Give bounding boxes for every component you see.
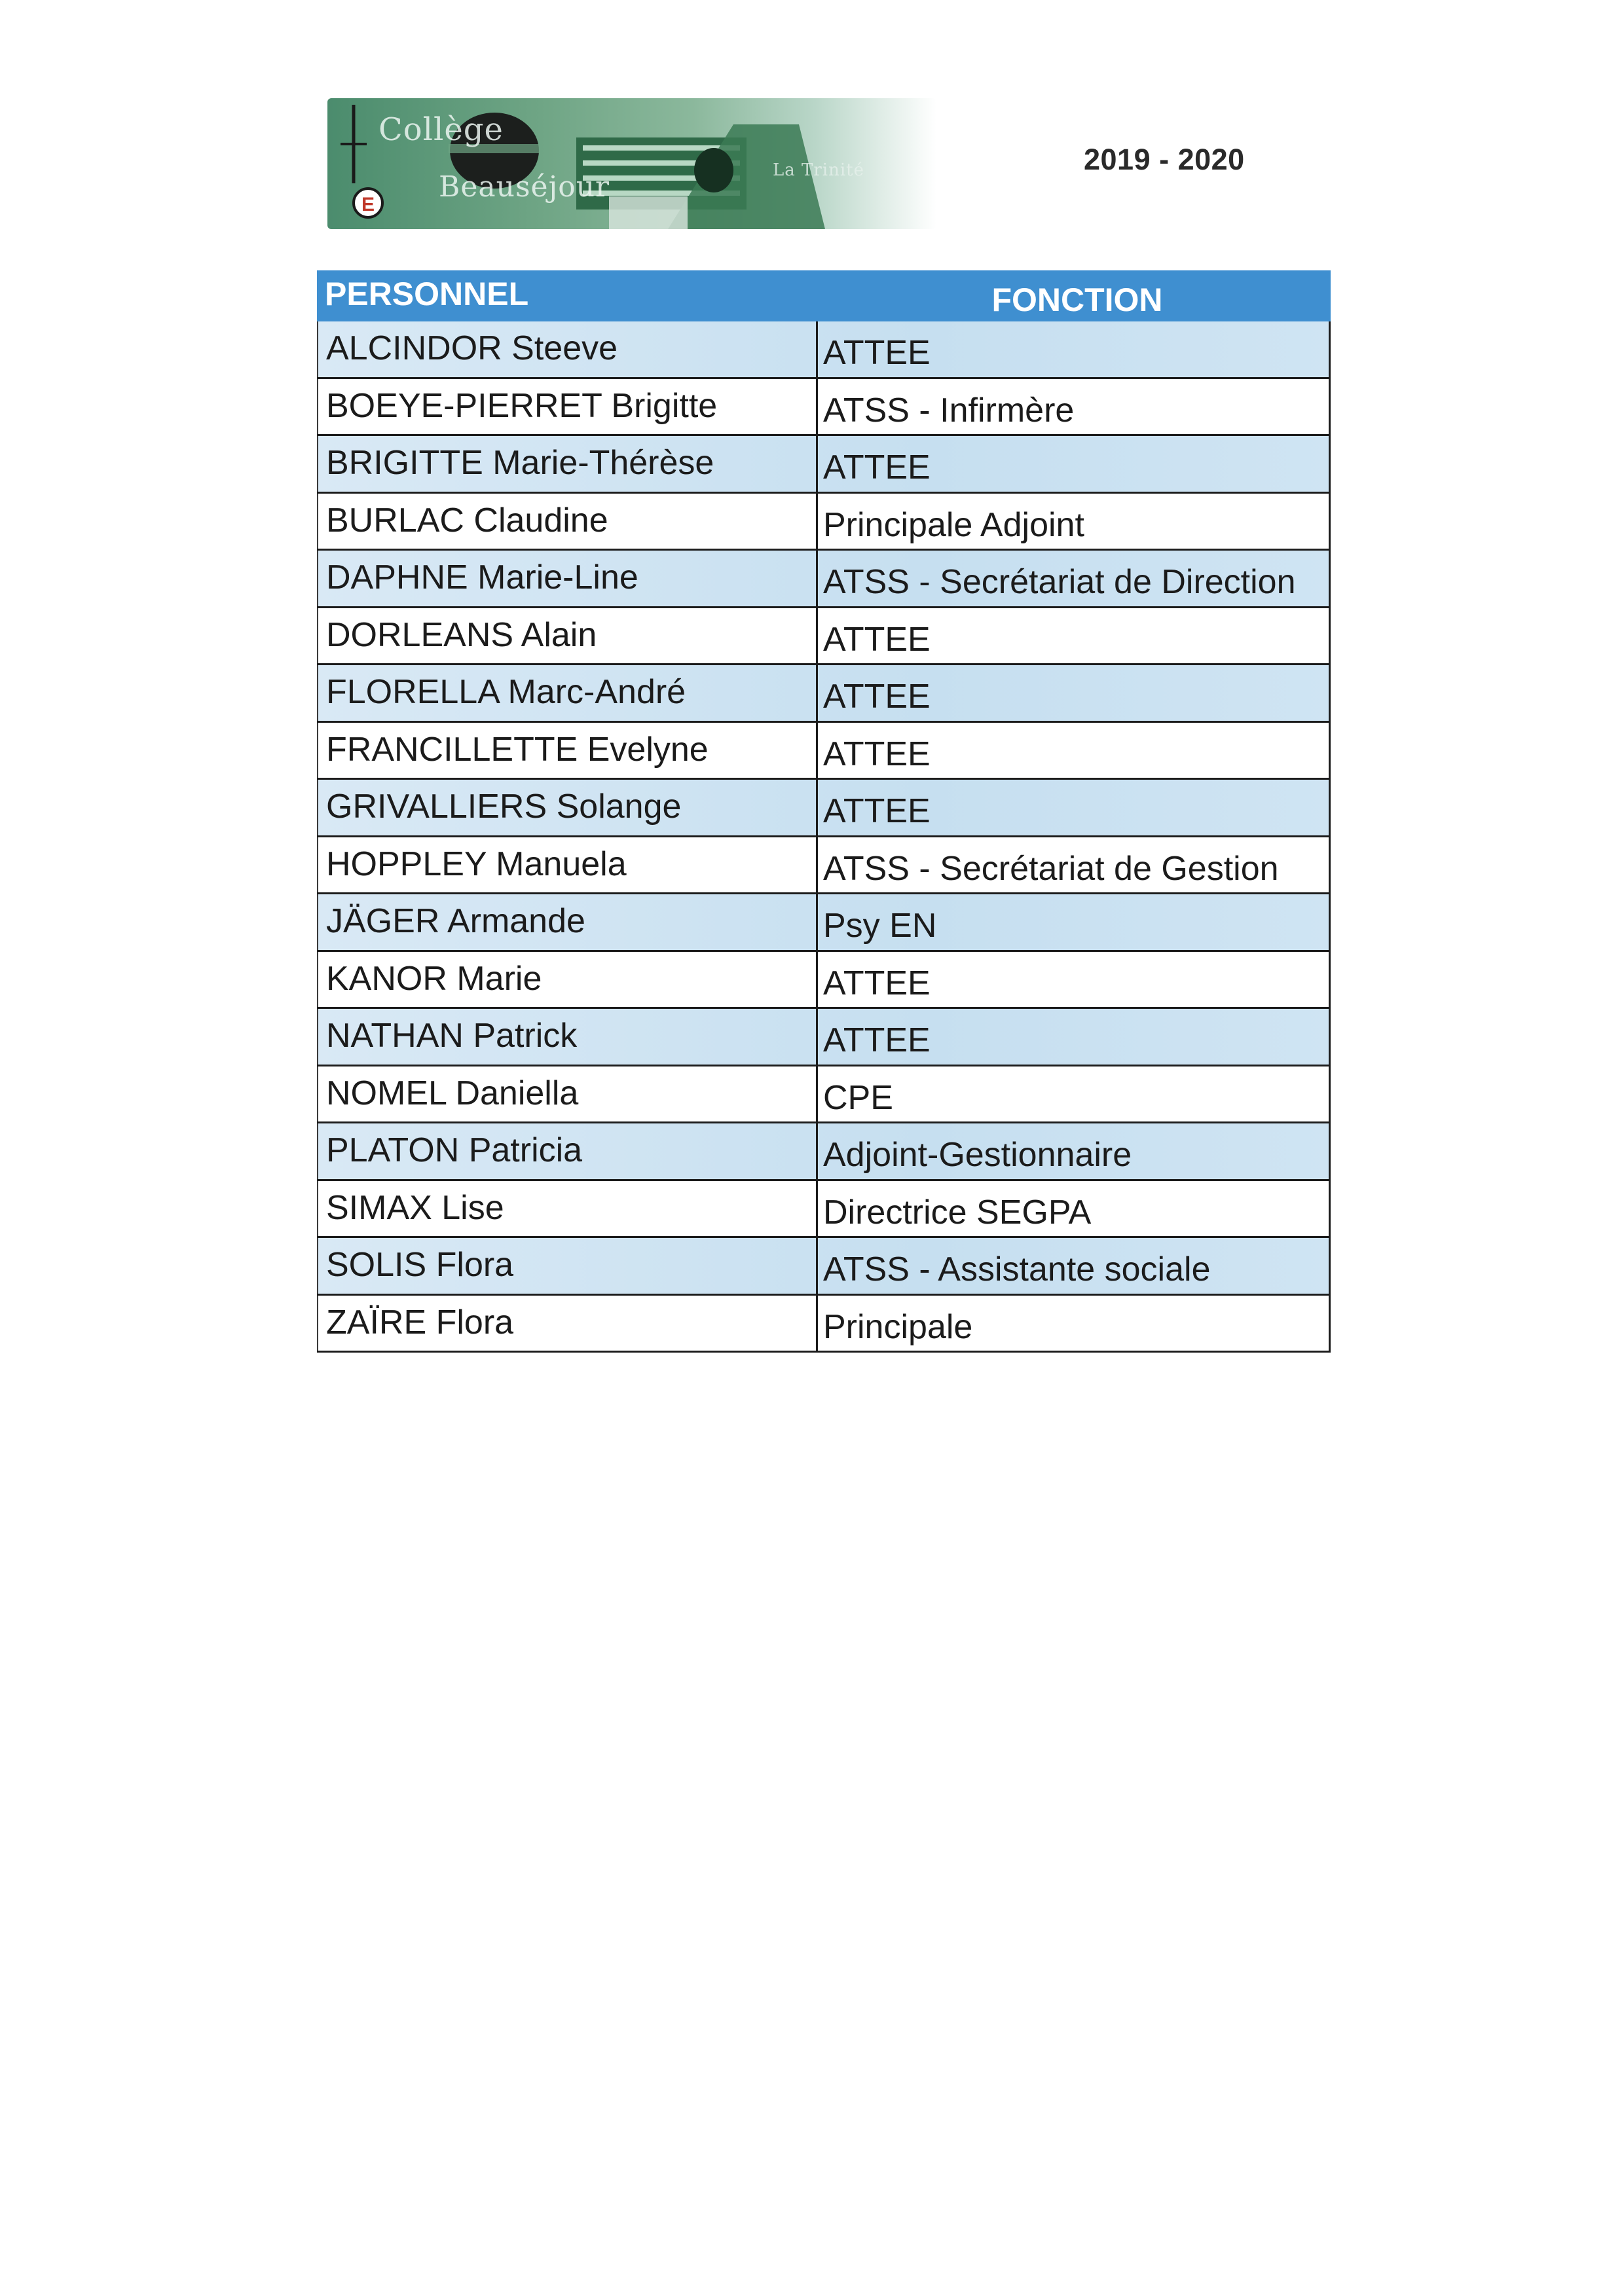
banner-school-name: Beauséjour [439,170,610,204]
staff-name: BURLAC Claudine [317,494,816,549]
table-row [317,1238,1331,1296]
staff-function: Principale [816,1296,1331,1351]
table-row [317,1009,1331,1066]
staff-name: GRIVALLIERS Solange [317,780,816,835]
staff-name: DORLEANS Alain [317,608,816,664]
table-row [317,837,1331,895]
table-row [317,436,1331,494]
table-row [317,1123,1331,1181]
table-header [317,270,1331,321]
college-banner-logo [327,98,936,229]
staff-name: ZAÏRE Flora [317,1296,816,1351]
column-header-personnel: PERSONNEL [325,276,529,312]
staff-name: ALCINDOR Steeve [317,321,816,377]
banner-college-text: Collège [378,111,504,148]
staff-table [317,270,1331,1353]
staff-function: ATTEE [816,1009,1331,1065]
column-header-fonction: FONCTION [991,282,1163,318]
banner-town-text: La Trinité [773,160,865,180]
table-row [317,780,1331,837]
staff-name: KANOR Marie [317,952,816,1008]
staff-name: NOMEL Daniella [317,1066,816,1122]
table-row [317,1181,1331,1239]
staff-function: Directrice SEGPA [816,1181,1331,1237]
staff-function: ATTEE [816,665,1331,721]
staff-function: ATSS - Assistante sociale [816,1238,1331,1294]
table-row [317,551,1331,608]
staff-name: FRANCILLETTE Evelyne [317,723,816,778]
staff-name: PLATON Patricia [317,1123,816,1179]
staff-function: ATTEE [816,608,1331,664]
staff-name: HOPPLEY Manuela [317,837,816,893]
staff-name: SIMAX Lise [317,1181,816,1237]
svg-text:E: E [361,194,375,215]
table-row [317,321,1331,379]
table-row [317,379,1331,437]
staff-function: ATSS - Infirmère [816,379,1331,435]
staff-name: BOEYE-PIERRET Brigitte [317,379,816,435]
table-row [317,723,1331,780]
staff-function: ATTEE [816,723,1331,778]
staff-function: ATSS - Secrétariat de Direction [816,551,1331,606]
staff-name: JÄGER Armande [317,894,816,950]
staff-name: NATHAN Patrick [317,1009,816,1065]
table-row [317,665,1331,723]
staff-function: ATTEE [816,436,1331,492]
staff-function: ATTEE [816,780,1331,835]
staff-function: Principale Adjoint [816,494,1331,549]
table-row [317,1296,1331,1353]
school-year: 2019 - 2020 [1084,143,1245,176]
staff-name: DAPHNE Marie-Line [317,551,816,606]
table-row [317,894,1331,952]
table-row [317,494,1331,551]
table-row [317,1066,1331,1124]
staff-function: Adjoint-Gestionnaire [816,1123,1331,1179]
staff-name: BRIGITTE Marie-Thérèse [317,436,816,492]
staff-function: ATSS - Secrétariat de Gestion [816,837,1331,893]
staff-function: Psy EN [816,894,1331,950]
table-row [317,608,1331,666]
staff-name: SOLIS Flora [317,1238,816,1294]
staff-name: FLORELLA Marc-André [317,665,816,721]
staff-function: ATTEE [816,952,1331,1008]
table-row [317,952,1331,1010]
staff-function: CPE [816,1066,1331,1122]
staff-function: ATTEE [816,321,1331,377]
